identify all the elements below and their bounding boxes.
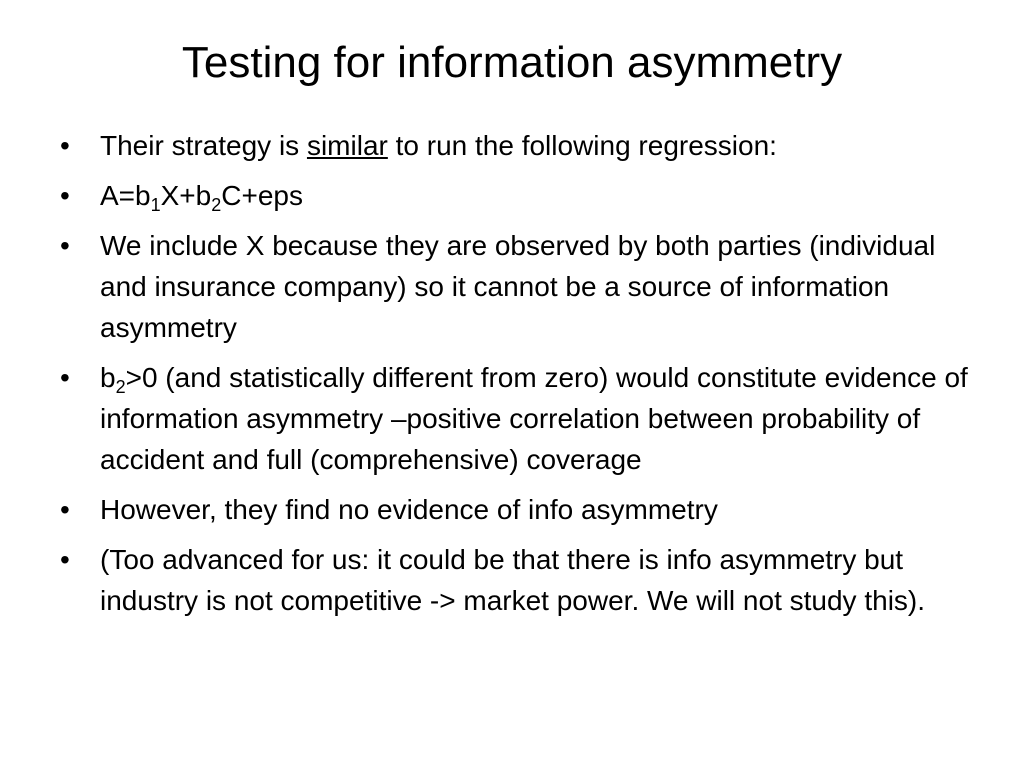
equation-part: X+b — [160, 180, 212, 211]
equation-part: A=b — [100, 180, 151, 211]
bullet-icon: • — [60, 544, 70, 575]
equation-subscript: 2 — [211, 195, 222, 215]
bullet-text: b — [100, 362, 116, 393]
underlined-word: similar — [306, 130, 388, 161]
bullet-text: >0 (and statistically different from zero) would constitute evidence of information asymmetry –positive correlation between probability of accident and full (comprehensive) coverage — [100, 362, 968, 475]
equation-subscript: 1 — [150, 195, 161, 215]
bullet-text: Their strategy is — [100, 130, 307, 161]
bullet-icon: • — [60, 130, 70, 161]
bullet-icon: • — [60, 230, 70, 261]
equation-subscript: 2 — [115, 377, 126, 397]
bullet-icon: • — [60, 180, 70, 211]
bullet-text: (Too advanced for us: it could be that there is info asymmetry but industry is not competitive -> market power. We will not study this). — [100, 544, 926, 616]
bullet-item-include-x — [60, 225, 970, 348]
bullet-item-b2-evidence — [60, 357, 970, 480]
bullet-item-strategy — [60, 125, 970, 166]
bullet-item-no-evidence — [60, 489, 970, 530]
bullet-item-advanced-note — [60, 539, 970, 621]
equation-part: C+eps — [221, 180, 303, 211]
bullet-text: However, they find no evidence of info asymmetry — [100, 494, 718, 525]
bullet-text: to run the following regression: — [387, 130, 777, 161]
bullet-list — [60, 125, 970, 630]
slide-title: Testing for information asymmetry — [181, 38, 843, 87]
bullet-icon: • — [60, 494, 70, 525]
bullet-text: We include X because they are observed by both parties (individual and insurance company) so it cannot be a source of information asymmetry — [100, 230, 936, 343]
bullet-icon: • — [60, 362, 70, 393]
bullet-item-regression-equation — [60, 175, 970, 216]
